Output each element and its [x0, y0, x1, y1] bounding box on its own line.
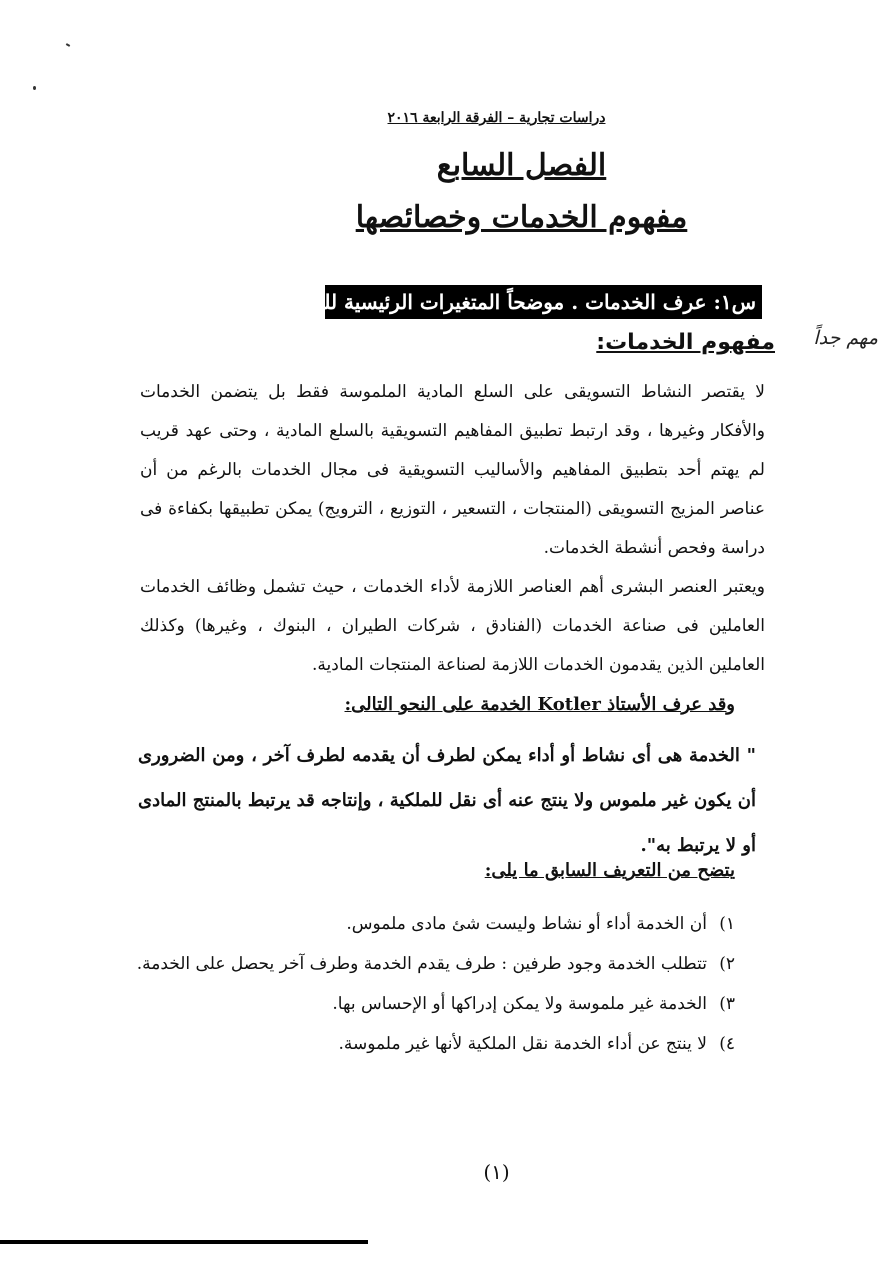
paragraph-human-element: ويعتبر العنصر البشرى أهم العناصر اللازمة لأداء الخدمات ، حيث تشمل وظائف الخدمات العاملين فى صناعة الخدمات (الفنادق ، شركات الطيران ، البنوك ، وغيرها) وكذلك العاملين الذين يقدمون الخدمات اللازمة لصناعة المنتجات المادية. — [140, 577, 765, 675]
list-item-text: الخدمة غير ملموسة ولا يمكن إدراكها أو الإحساس بها. — [332, 994, 707, 1014]
footer-rule — [0, 1240, 368, 1244]
list-item-text: تتطلب الخدمة وجود طرفين : طرف يقدم الخدمة وطرف آخر يحصل على الخدمة. — [136, 954, 707, 974]
list-item — [133, 984, 735, 1024]
list-item-number: ٣) — [719, 994, 735, 1014]
list-item-text: أن الخدمة أداء أو نشاط وليست شئ مادى ملموس. — [346, 914, 707, 934]
chapter-title: الفصل السابع — [436, 148, 607, 183]
handwritten-margin-note: مهم جداً — [813, 327, 878, 349]
kotler-heading: وقد عرف الأستاذ Kotler الخدمة على النحو التالى: — [344, 694, 735, 715]
section-heading: مفهوم الخدمات: — [596, 330, 775, 355]
page-number: (١) — [483, 1160, 510, 1184]
list-item-number: ١) — [719, 914, 735, 934]
list-item-number: ٤) — [719, 1034, 735, 1054]
implications-list — [133, 904, 735, 1064]
chapter-subtitle: مفهوم الخدمات وخصائصها — [355, 200, 688, 235]
kotler-definition: " الخدمة هى أى نشاط أو أداء يمكن لطرف أن يقدمه لطرف آخر ، ومن الضرورى أن يكون غير ملموس ولا ينتج عنه أى نقل للملكية ، وإنتاجه قد يرتبط بالمنتج المادى أو لا يرتبط به". — [138, 745, 756, 856]
course-header: دراسات تجارية – الفرقة الرابعة ٢٠١٦ — [387, 110, 606, 126]
question-text: س١: عرف الخدمات . موضحاً المتغيرات الرئيسية للخدمات؟ — [254, 290, 756, 314]
list-item-number: ٢) — [719, 954, 735, 974]
question-banner — [254, 285, 762, 319]
scan-speck — [33, 86, 36, 90]
paragraph-intro: لا يقتصر النشاط التسويقى على السلع المادية الملموسة فقط بل يتضمن الخدمات والأفكار وغيرها ، وقد ارتبط تطبيق المفاهيم التسويقية بالسلع المادية ، وحتى عهد قريب لم يهتم أحد بتطبيق المفاهيم والأساليب التسويقية فى مجال الخدمات بالرغم من أن عناصر المزيج التسويقى (المنتجات ، التسعير ، التوزيع ، الترويج) يمكن تطبيقها بكفاءة فى دراسة وفحص أنشطة الخدمات. — [140, 382, 765, 558]
list-item — [133, 944, 735, 984]
implications-heading: يتضح من التعريف السابق ما يلى: — [484, 860, 735, 881]
list-item — [133, 1024, 735, 1064]
list-item — [133, 904, 735, 944]
list-item-text: لا ينتج عن أداء الخدمة نقل الملكية لأنها غير ملموسة. — [338, 1034, 707, 1054]
scan-speck — [66, 43, 70, 47]
